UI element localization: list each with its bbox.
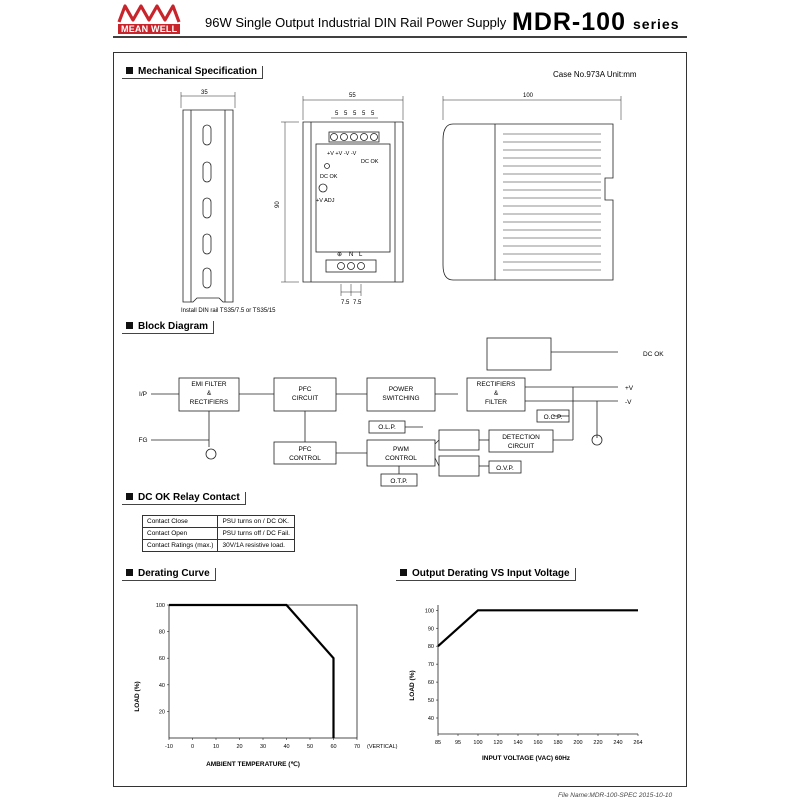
relay-cell: Contact Close bbox=[143, 516, 218, 528]
table-row bbox=[143, 516, 295, 528]
optocoupler-2 bbox=[439, 456, 479, 476]
x-axis-title: AMBIENT TEMPERATURE (℃) bbox=[206, 761, 300, 768]
ocp-label: O.C.P. bbox=[543, 414, 563, 421]
terminal-top-label: +V +V -V -V bbox=[327, 151, 357, 157]
x-tick-label: 85 bbox=[434, 740, 442, 746]
minus-v-label: -V bbox=[625, 399, 632, 406]
x-tick-label: 200 bbox=[573, 740, 583, 746]
relay-cell: Contact Open bbox=[143, 528, 218, 540]
dcok-output-label: DC OK bbox=[643, 351, 664, 358]
bullet-square-icon bbox=[126, 322, 133, 329]
pfc-control-label-1: PFC bbox=[298, 446, 312, 453]
power-switching-label-2: SWITCHING bbox=[382, 395, 420, 402]
x-tick-label: 50 bbox=[306, 744, 314, 750]
section-block-diagram: Block Diagram bbox=[122, 321, 214, 334]
ip-label: I/P bbox=[139, 391, 147, 398]
model-number: MDR-100 bbox=[512, 8, 626, 36]
x-tick-label: 10 bbox=[212, 744, 220, 750]
install-note: Install DIN rail TS35/7.5 or TS35/15 bbox=[181, 308, 276, 314]
relay-cell: PSU turns on / DC OK. bbox=[218, 516, 294, 528]
relay-cell: PSU turns off / DC Fail. bbox=[218, 528, 294, 540]
y-tick-label: 60 bbox=[427, 680, 434, 687]
main-front-view bbox=[281, 96, 403, 296]
section-relay: DC OK Relay Contact bbox=[122, 492, 246, 505]
optocoupler-1 bbox=[439, 430, 479, 450]
pwm-control-label-2: CONTROL bbox=[385, 455, 417, 462]
plot-area bbox=[169, 605, 357, 738]
dim-height: 90 bbox=[275, 201, 281, 208]
pwm-control-label-1: PWM bbox=[393, 446, 409, 453]
dim-pitch-2: 5 bbox=[344, 111, 348, 117]
detection-label-2: CIRCUIT bbox=[507, 443, 535, 450]
derating-curve-chart bbox=[113, 585, 398, 780]
relay-contact-table bbox=[142, 515, 295, 552]
x-tick-label: 140 bbox=[513, 740, 523, 746]
input-derating-series-line bbox=[438, 610, 638, 646]
y-tick-label: 100 bbox=[424, 608, 434, 615]
y-tick-label: 90 bbox=[427, 626, 434, 633]
din-rail-front-view bbox=[181, 92, 235, 302]
table-row bbox=[143, 540, 295, 552]
x-tick-label: 20 bbox=[236, 744, 243, 750]
fg-label: FG bbox=[138, 437, 148, 444]
x-tick-label: 240 bbox=[613, 740, 623, 746]
y-tick-label: 60 bbox=[158, 656, 165, 663]
dcok-led-label: DC OK bbox=[320, 174, 338, 180]
pfc-control-label-2: CONTROL bbox=[289, 455, 321, 462]
y-tick-label: 70 bbox=[427, 662, 434, 669]
x-tick-label: 95 bbox=[454, 740, 462, 746]
x-suffix-label: (VERTICAL) bbox=[367, 744, 398, 750]
side-view bbox=[443, 96, 621, 280]
section-mechanical: Mechanical Specification bbox=[122, 66, 263, 79]
dim-pitch-5: 5 bbox=[371, 111, 375, 117]
pfc-circuit-label-2: CIRCUIT bbox=[291, 395, 319, 402]
x-tick-label: 220 bbox=[593, 740, 603, 746]
x-tick-label: 120 bbox=[493, 740, 503, 746]
dim-side-width: 100 bbox=[523, 93, 534, 99]
file-footer: File Name:MDR-100-SPEC 2015-10-10 bbox=[558, 792, 673, 799]
x-tick-label: 70 bbox=[353, 744, 361, 750]
relay-cell: 30V/1A resistive load. bbox=[218, 540, 294, 552]
terminal-dcok-label: DC OK bbox=[361, 159, 379, 165]
pwm-control-block bbox=[367, 440, 435, 466]
input-derating-chart bbox=[398, 585, 683, 780]
y-axis-title: LOAD (%) bbox=[134, 681, 141, 712]
y-tick-label: 40 bbox=[427, 716, 434, 722]
x-tick-label: 60 bbox=[330, 744, 337, 750]
emi-label-1: EMI FILTER bbox=[191, 381, 227, 388]
block-diagram bbox=[113, 334, 687, 494]
pfc-circuit-label-1: PFC bbox=[298, 386, 312, 393]
otp-label: O.T.P. bbox=[390, 478, 408, 485]
dim-bottom-pitch-1: 7.5 bbox=[341, 300, 350, 306]
x-tick-label: 100 bbox=[473, 740, 483, 746]
x-tick-label: 0 bbox=[190, 744, 195, 750]
y-tick-label: 80 bbox=[158, 629, 165, 636]
emi-label-2: & bbox=[206, 390, 212, 397]
emi-label-3: RECTIFIERS bbox=[189, 399, 229, 406]
dim-pitch-1: 5 bbox=[335, 111, 339, 117]
dim-pitch-3: 5 bbox=[353, 111, 357, 117]
dim-pitch-4: 5 bbox=[362, 111, 366, 117]
plus-v-label: +V bbox=[625, 385, 634, 392]
case-info: Case No.973A Unit:mm bbox=[553, 70, 637, 79]
x-tick-label: 30 bbox=[259, 744, 267, 750]
detection-label-1: DETECTION bbox=[502, 434, 540, 441]
x-axis-title: INPUT VOLTAGE (VAC) 60Hz bbox=[481, 755, 571, 762]
section-derating: Derating Curve bbox=[122, 568, 216, 581]
vadj-label: +V ADJ bbox=[316, 198, 335, 204]
x-tick-label: 40 bbox=[283, 744, 290, 750]
ovp-label: O.V.P. bbox=[496, 465, 514, 472]
line-label: L bbox=[359, 252, 363, 258]
rectifiers-label-2: & bbox=[493, 390, 499, 397]
x-tick-label: 264 bbox=[633, 740, 643, 746]
derating-series-line bbox=[169, 605, 334, 738]
x-tick-label: 180 bbox=[553, 740, 563, 746]
relay-cell: Contact Ratings (max.) bbox=[143, 540, 218, 552]
olp-label: O.L.P. bbox=[378, 424, 396, 431]
bullet-square-icon bbox=[126, 569, 133, 576]
y-tick-label: 100 bbox=[155, 603, 165, 609]
y-tick-label: 80 bbox=[427, 644, 434, 651]
dim-front-width: 35 bbox=[201, 90, 208, 96]
rectifiers-label-1: RECTIFIERS bbox=[476, 381, 516, 388]
header-rule bbox=[113, 36, 687, 38]
brand-name: MEAN WELL bbox=[118, 24, 180, 34]
series-label: series bbox=[633, 16, 680, 32]
y-tick-label: 40 bbox=[158, 682, 165, 689]
bullet-square-icon bbox=[126, 493, 133, 500]
y-tick-label: 50 bbox=[427, 698, 434, 705]
ground-terminal-icon: ⊕ bbox=[337, 252, 343, 258]
dim-main-width: 55 bbox=[349, 93, 356, 99]
neutral-label: N bbox=[349, 252, 354, 258]
relay-block bbox=[487, 338, 551, 370]
product-title: 96W Single Output Industrial DIN Rail Power Supply bbox=[205, 15, 507, 30]
bullet-square-icon bbox=[126, 67, 133, 74]
y-axis-title: LOAD (%) bbox=[409, 670, 416, 701]
bullet-square-icon bbox=[400, 569, 407, 576]
y-tick-label: 20 bbox=[158, 709, 165, 716]
power-switching-label-1: POWER bbox=[388, 386, 414, 393]
rectifiers-label-3: FILTER bbox=[485, 399, 507, 406]
x-tick-label: -10 bbox=[165, 744, 173, 750]
dim-bottom-pitch-2: 7.5 bbox=[353, 300, 362, 306]
x-tick-label: 160 bbox=[533, 740, 543, 746]
section-input-derating: Output Derating VS Input Voltage bbox=[396, 568, 576, 581]
mechanical-drawing bbox=[113, 80, 687, 320]
table-row bbox=[143, 528, 295, 540]
